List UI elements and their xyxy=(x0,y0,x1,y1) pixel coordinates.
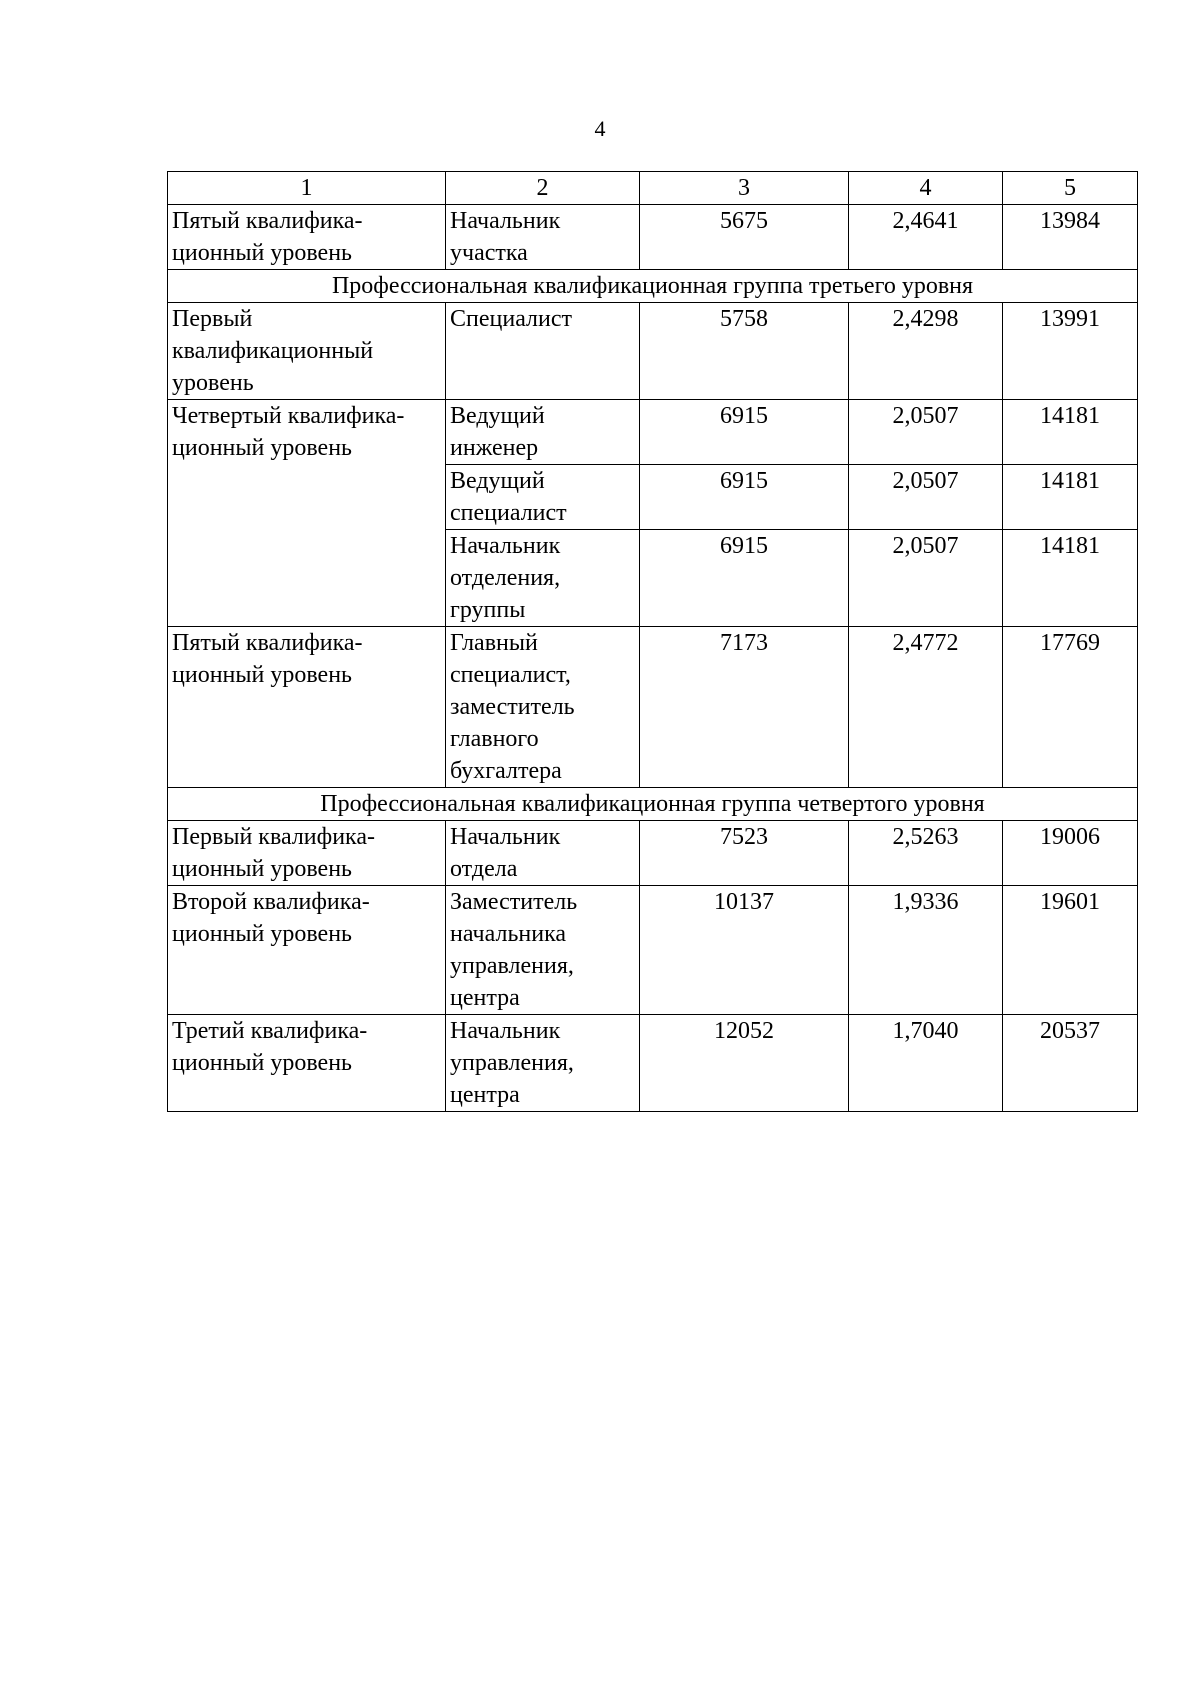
position-cell: Главный специалист, заместитель главного бухгалтера xyxy=(446,627,640,788)
value-cell-5: 14181 xyxy=(1003,465,1138,530)
value-cell-4: 2,4641 xyxy=(849,205,1003,270)
group-heading: Профессиональная квалификационная группа четвертого уровня xyxy=(168,788,1138,821)
value-cell-4: 2,0507 xyxy=(849,400,1003,465)
position-cell: Начальник участка xyxy=(446,205,640,270)
group-row xyxy=(168,788,1138,821)
page-number: 4 xyxy=(594,116,606,141)
header-cell-1: 1 xyxy=(168,172,446,205)
table-row xyxy=(168,400,1138,465)
level-cell: Пятый квалифика- ционный уровень xyxy=(168,205,446,270)
table-row xyxy=(168,1015,1138,1112)
position-cell: Начальник отдела xyxy=(446,821,640,886)
position-cell: Ведущий специалист xyxy=(446,465,640,530)
value-cell-3: 10137 xyxy=(640,886,849,1015)
level-cell: Четвертый квалифика- ционный уровень xyxy=(168,400,446,627)
table-row xyxy=(168,303,1138,400)
value-cell-3: 6915 xyxy=(640,400,849,465)
value-cell-4: 1,9336 xyxy=(849,886,1003,1015)
value-cell-3: 5758 xyxy=(640,303,849,400)
header-cell-3: 3 xyxy=(640,172,849,205)
value-cell-5: 20537 xyxy=(1003,1015,1138,1112)
value-cell-3: 5675 xyxy=(640,205,849,270)
table-row xyxy=(168,627,1138,788)
level-cell: Первый квалификационный уровень xyxy=(168,303,446,400)
value-cell-5: 13991 xyxy=(1003,303,1138,400)
position-cell: Специалист xyxy=(446,303,640,400)
position-cell: Начальник отделения, группы xyxy=(446,530,640,627)
value-cell-4: 2,4772 xyxy=(849,627,1003,788)
table-row xyxy=(168,205,1138,270)
value-cell-5: 14181 xyxy=(1003,530,1138,627)
value-cell-4: 1,7040 xyxy=(849,1015,1003,1112)
position-cell: Начальник управления, центра xyxy=(446,1015,640,1112)
value-cell-3: 7173 xyxy=(640,627,849,788)
salary-table xyxy=(167,171,1138,1112)
value-cell-4: 2,0507 xyxy=(849,465,1003,530)
table-row xyxy=(168,886,1138,1015)
position-cell: Заместитель начальника управления, центра xyxy=(446,886,640,1015)
group-heading: Профессиональная квалификационная группа третьего уровня xyxy=(168,270,1138,303)
level-cell: Третий квалифика- ционный уровень xyxy=(168,1015,446,1112)
value-cell-5: 14181 xyxy=(1003,400,1138,465)
table-row xyxy=(168,821,1138,886)
header-cell-2: 2 xyxy=(446,172,640,205)
value-cell-4: 2,5263 xyxy=(849,821,1003,886)
value-cell-5: 13984 xyxy=(1003,205,1138,270)
header-cell-5: 5 xyxy=(1003,172,1138,205)
position-cell: Ведущий инженер xyxy=(446,400,640,465)
table-header-row xyxy=(168,172,1138,205)
group-row xyxy=(168,270,1138,303)
value-cell-4: 2,4298 xyxy=(849,303,1003,400)
value-cell-4: 2,0507 xyxy=(849,530,1003,627)
value-cell-5: 19006 xyxy=(1003,821,1138,886)
header-cell-4: 4 xyxy=(849,172,1003,205)
value-cell-3: 12052 xyxy=(640,1015,849,1112)
level-cell: Пятый квалифика- ционный уровень xyxy=(168,627,446,788)
value-cell-3: 6915 xyxy=(640,530,849,627)
value-cell-3: 7523 xyxy=(640,821,849,886)
value-cell-3: 6915 xyxy=(640,465,849,530)
level-cell: Второй квалифика- ционный уровень xyxy=(168,886,446,1015)
value-cell-5: 19601 xyxy=(1003,886,1138,1015)
level-cell: Первый квалифика- ционный уровень xyxy=(168,821,446,886)
value-cell-5: 17769 xyxy=(1003,627,1138,788)
